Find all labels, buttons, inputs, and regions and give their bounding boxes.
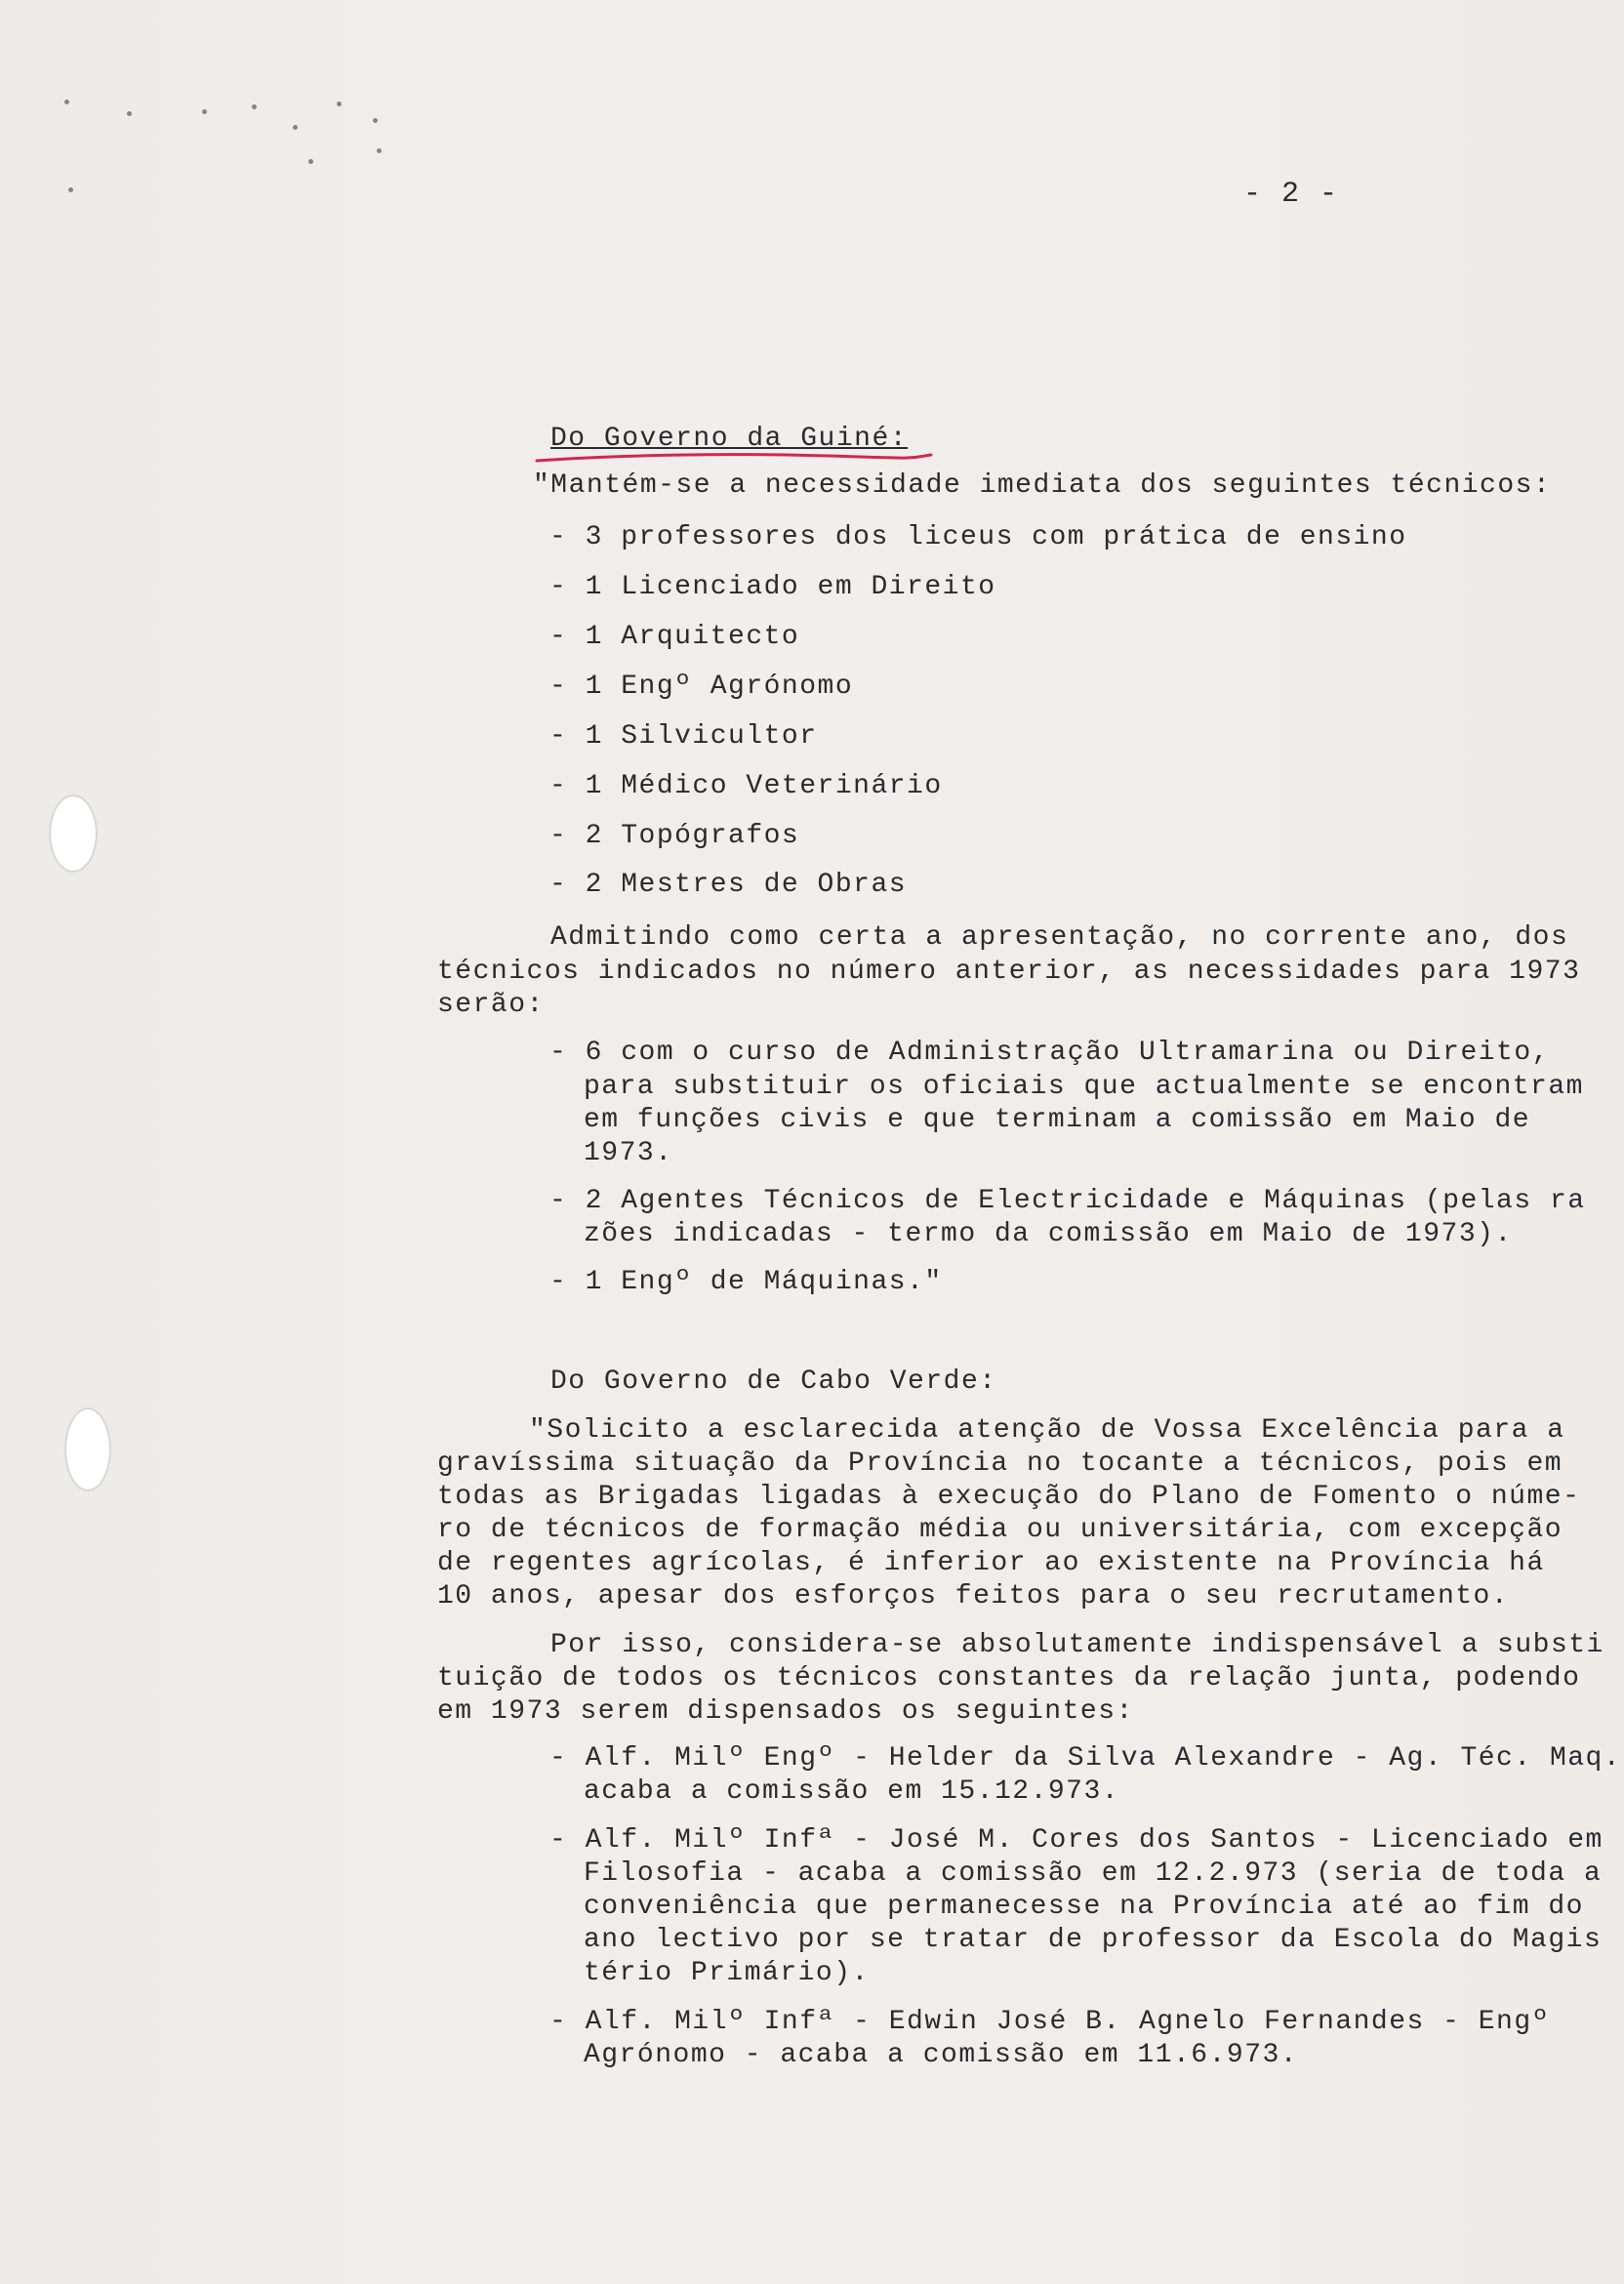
paragraph-line: serão: bbox=[437, 990, 545, 1020]
paragraph-line: de regentes agrícolas, é inferior ao existente na Província há bbox=[437, 1548, 1545, 1578]
needs-line: para substituir os oficiais que actualmente se encontram bbox=[584, 1072, 1584, 1102]
punch-hole-bottom bbox=[66, 1409, 109, 1489]
needs-line: - 6 com o curso de Administração Ultramarina ou Direito, bbox=[549, 1038, 1550, 1068]
needs-line: - 1 Engº de Máquinas." bbox=[549, 1267, 943, 1297]
list-item: - 1 Licenciado em Direito bbox=[549, 572, 996, 602]
paragraph-line: Admitindo como certa a apresentação, no corrente ano, dos bbox=[550, 922, 1569, 953]
needs-line: em funções civis e que terminam a comissão em Maio de bbox=[584, 1105, 1531, 1135]
officer-line: Filosofia - acaba a comissão em 12.2.973 (seria de toda a bbox=[584, 1858, 1603, 1889]
paragraph-line: gravíssima situação da Província no tocante a técnicos, pois em bbox=[437, 1448, 1563, 1479]
paragraph-line: em 1973 serem dispensados os seguintes: bbox=[437, 1696, 1134, 1727]
heading-guine-text: Do Governo da Guiné: bbox=[550, 424, 909, 454]
list-item: - 1 Silvicultor bbox=[549, 721, 818, 752]
paragraph-line: Por isso, considera-se absolutamente indispensável a substi bbox=[550, 1630, 1604, 1660]
officer-line: - Alf. Milº Infª - José M. Cores dos Santos - Licenciado em bbox=[549, 1825, 1604, 1856]
officer-line: acaba a comissão em 15.12.973. bbox=[584, 1776, 1120, 1807]
officer-line: ano lectivo por se tratar de professor da Escola do Magis bbox=[584, 1925, 1603, 1955]
list-item: - 2 Topógrafos bbox=[549, 821, 800, 851]
needs-line: 1973. bbox=[584, 1138, 673, 1168]
list-item: - 1 Arquitecto bbox=[549, 622, 800, 652]
paragraph-line: todas as Brigadas ligadas à execução do Plano de Fomento o núme- bbox=[437, 1482, 1581, 1512]
list-item: - 2 Mestres de Obras bbox=[549, 870, 908, 900]
officer-line: Agrónomo - acaba a comissão em 11.6.973. bbox=[584, 2040, 1299, 2070]
section-heading-cabo-verde: Do Governo de Cabo Verde: bbox=[550, 1366, 997, 1397]
officer-line: - Alf. Milº Infª - Edwin José B. Agnelo Fernandes - Engº bbox=[549, 2007, 1550, 2037]
paragraph-line: técnicos indicados no número anterior, as necessidades para 1973 bbox=[437, 957, 1581, 987]
officer-line: tério Primário). bbox=[584, 1958, 870, 1988]
list-item: - 1 Engº Agrónomo bbox=[549, 672, 854, 702]
punch-hole-top bbox=[51, 796, 96, 871]
red-pencil-underline bbox=[535, 451, 933, 465]
officer-line: - Alf. Milº Engº - Helder da Silva Alexandre - Ag. Téc. Maq. bbox=[549, 1743, 1622, 1774]
paragraph-line: tuição de todos os técnicos constantes da relação junta, podendo bbox=[437, 1663, 1581, 1693]
paragraph-line: "Solicito a esclarecida atenção de Vossa Excelência para a bbox=[529, 1415, 1565, 1446]
paragraph-line: 10 anos, apesar dos esforços feitos para o seu recrutamento. bbox=[437, 1581, 1510, 1611]
list-item: - 1 Médico Veterinário bbox=[549, 771, 943, 801]
needs-line: zões indicadas - termo da comissão em Maio de 1973). bbox=[584, 1219, 1513, 1249]
list-item: - 3 professores dos liceus com prática de ensino bbox=[549, 522, 1407, 552]
paragraph-line: ro de técnicos de formação média ou universitária, com excepção bbox=[437, 1515, 1563, 1545]
needs-line: - 2 Agentes Técnicos de Electricidade e Máquinas (pelas ra bbox=[549, 1186, 1586, 1216]
page-number: - 2 - bbox=[1243, 178, 1339, 211]
officer-line: conveniência que permanecesse na Província até ao fim do bbox=[584, 1892, 1584, 1922]
guine-intro: "Mantém-se a necessidade imediata dos seguintes técnicos: bbox=[533, 470, 1552, 501]
